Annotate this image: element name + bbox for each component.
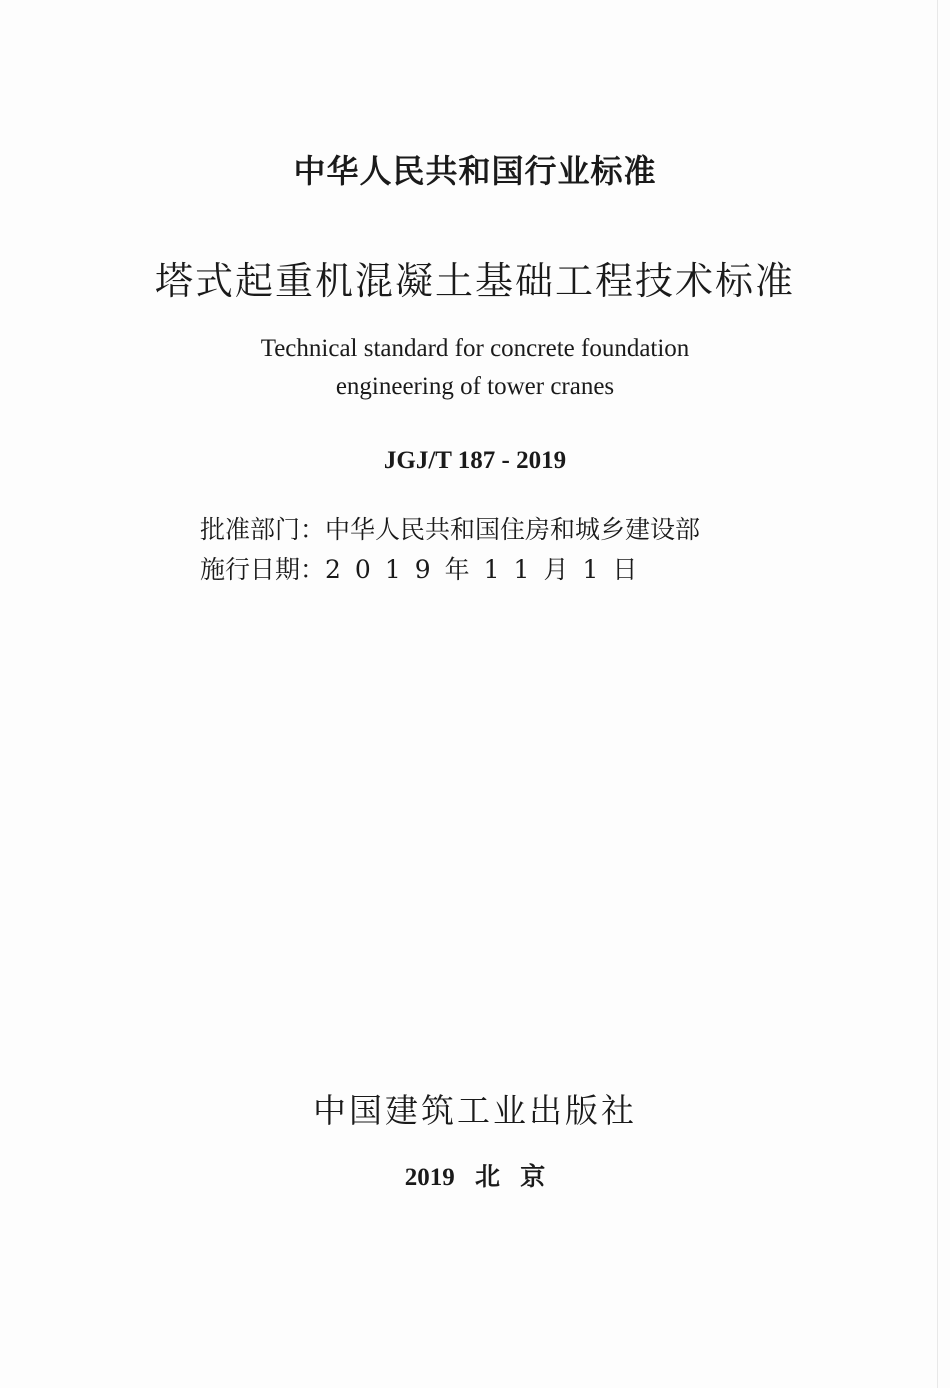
standard-series-heading: 中华人民共和国行业标准 bbox=[293, 152, 657, 190]
document-title-english-line2: engineering of tower cranes bbox=[335, 373, 615, 400]
approval-value: 中华人民共和国住房和城乡建设部 bbox=[325, 515, 701, 544]
standard-code: JGJ/T 187 - 2019 bbox=[383, 447, 567, 474]
approval-authority bbox=[200, 510, 700, 546]
document-title-chinese: 塔式起重机混凝土基础工程技术标准 bbox=[154, 259, 795, 303]
effective-date bbox=[200, 550, 651, 586]
document-title-english-line1: Technical standard for concrete foundation bbox=[260, 335, 690, 362]
effective-label: 施行日期： bbox=[200, 555, 326, 584]
publication-year-place: 2019 北 京 bbox=[404, 1164, 546, 1191]
effective-value: 2019年11月1日 bbox=[325, 555, 652, 584]
approval-label: 批准部门： bbox=[200, 515, 326, 544]
publisher-name: 中国建筑工业出版社 bbox=[313, 1091, 637, 1130]
